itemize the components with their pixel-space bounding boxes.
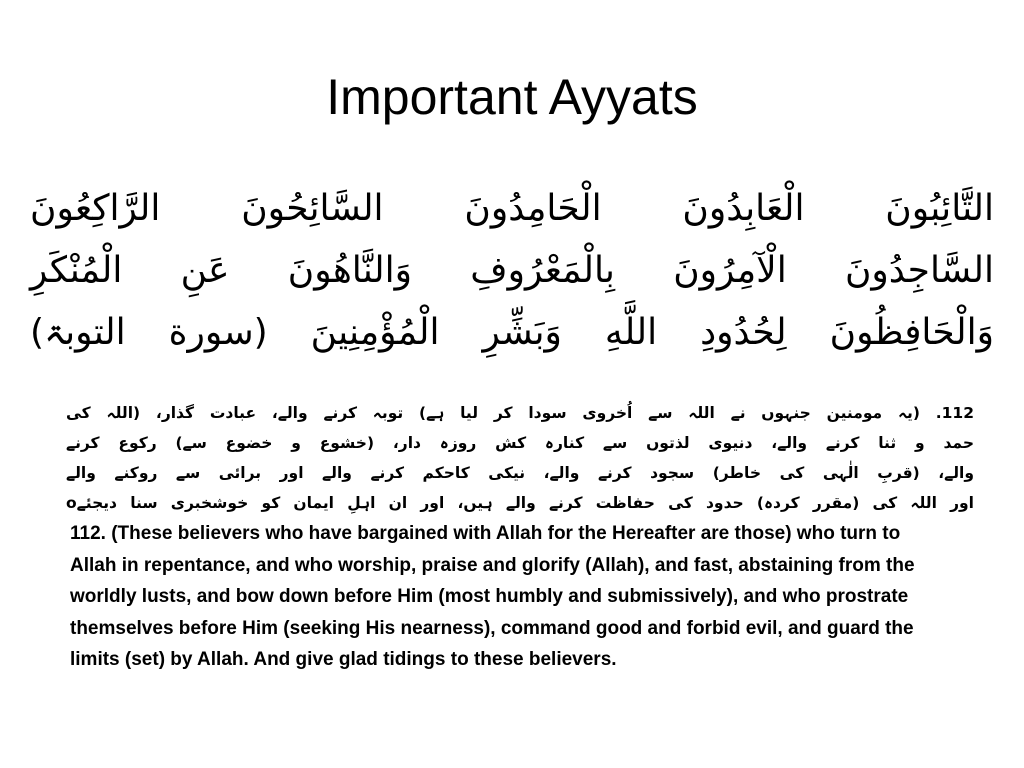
arabic-line: وَالْحَافِظُونَ لِحُدُودِ اللَّهِ وَبَشِّرِ الْمُؤْمِنِينَ (سورة التوبۃ)	[30, 312, 994, 353]
english-translation: 112. (These believers who have bargained with Allah for the Hereafter are those) who turn to Allah in repentance, and who worship, praise and glorify (Allah), and fast, abstaining from the worldly lusts, and bow down before Him (most humbly and submissively), and who prostrate themselves before Him (seeking His nearness), command good and forbid evil, and guard the limits (set) by Allah. And give glad tidings to these believers.	[70, 523, 915, 670]
arabic-verse	[30, 178, 994, 364]
urdu-line: اور اللہ کی (مقرر کردہ) حدود کی حفاظت کرنے والے ہیں، اور ان اہلِ ایمان کو خوشخبری سنا دیجئےo	[66, 494, 974, 512]
urdu-line: والے، (قربِ الٰہی کی خاطر) سجود کرنے والے، نیکی کاحکم کرنے والے اور برائی سے روکنے والے	[66, 464, 974, 482]
slide-title: Important Ayyats	[326, 69, 698, 125]
urdu-translation	[66, 398, 974, 518]
urdu-line: حمد و ثنا کرنے والے، دنیوی لذتوں سے کنارہ کش روزہ دار، (خشوع و خضوع سے) رکوع کرنے	[66, 434, 974, 452]
arabic-line: التَّائِبُونَ الْعَابِدُونَ الْحَامِدُونَ السَّائِحُونَ الرَّاكِعُونَ	[30, 188, 994, 229]
urdu-line: 112. (یہ مومنین جنہوں نے اللہ سے اُخروی سودا کر لیا ہے) توبہ کرنے والے، عبادت گذار، (اللہ کی	[66, 404, 974, 422]
arabic-line: السَّاجِدُونَ الْآمِرُونَ بِالْمَعْرُوفِ وَالنَّاهُونَ عَنِ الْمُنْكَرِ	[30, 250, 994, 291]
